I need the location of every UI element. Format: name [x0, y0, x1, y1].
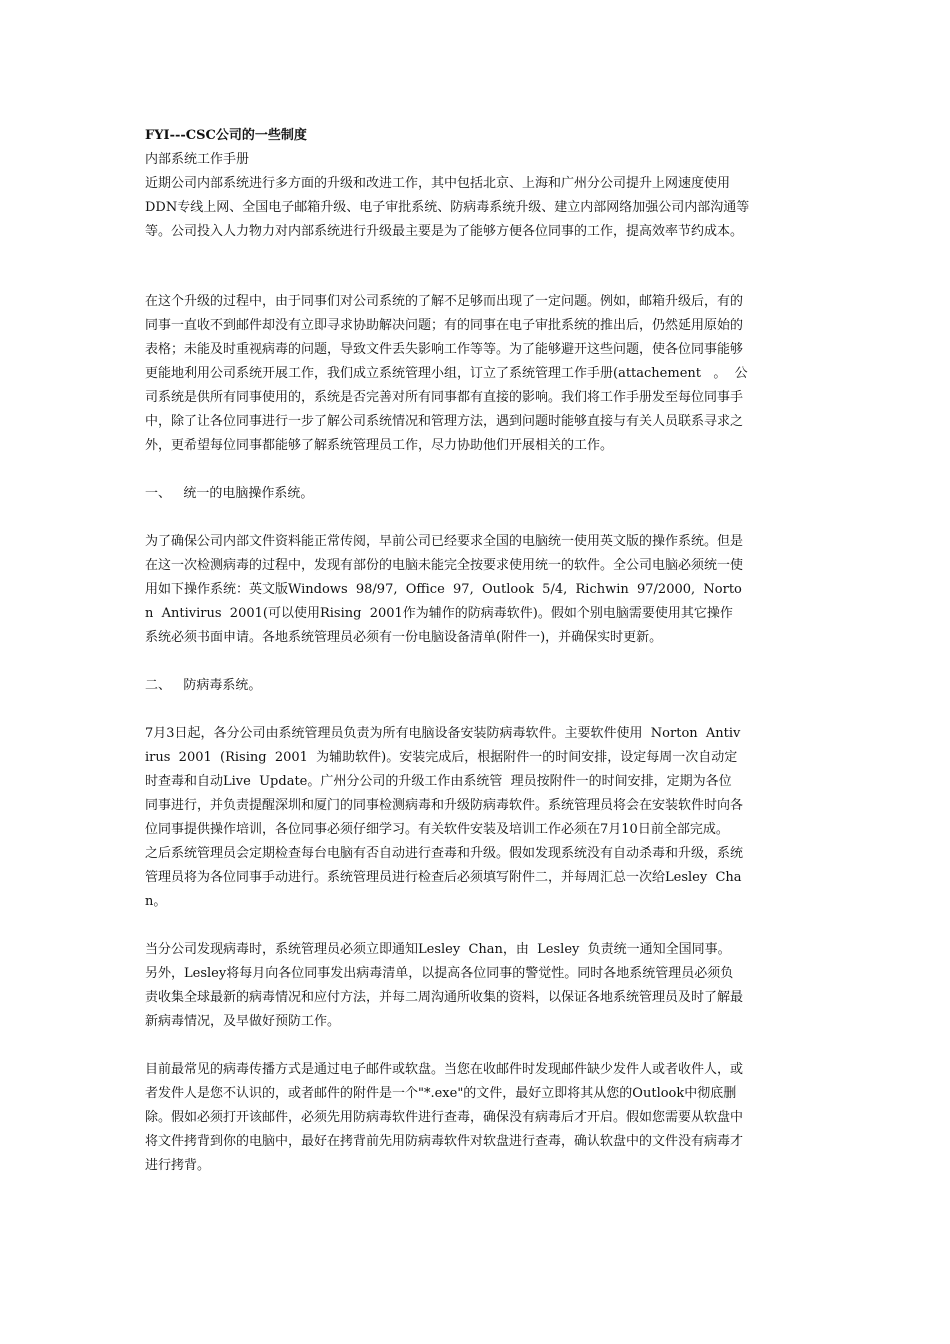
text-line: 者发件人是您不认识的，或者邮件的附件是一个"*.exe"的文件，最好立即将其从您的Outlook中彻底删 — [145, 1086, 737, 1101]
text-line: n。 — [145, 894, 167, 909]
text-line: 为了确保公司内部文件资料能正常传阅，早前公司已经要求全国的电脑统一使用英文版的操作系统。但是 — [145, 534, 744, 549]
text-line: 同事进行，并负责提醒深圳和厦门的同事检测病毒和升级防病毒软件。系统管理员将会在安装软件时向各 — [145, 798, 744, 813]
document-subtitle: 内部系统工作手册 — [145, 152, 250, 167]
text-line: 当分公司发现病毒时，系统管理员必须立即通知Lesley Chan，由 Lesley 负责统一通知全国同事。 — [145, 942, 731, 957]
text-line: 除。假如必须打开该邮件，必须先用防病毒软件进行查毒，确保没有病毒后才开启。假如您需要从软盘中 — [145, 1110, 744, 1125]
text-line: 管理员将为各位同事手动进行。系统管理员进行检查后必须填写附件二，并每周汇总一次给Lesley Cha — [145, 870, 742, 885]
text-line: 进行拷背。 — [145, 1158, 211, 1173]
text-line: 外，更希望每位同事都能够了解系统管理员工作，尽力协助他们开展相关的工作。 — [145, 438, 614, 453]
text-line: 7月3日起，各分公司由系统管理员负责为所有电脑设备安装防病毒软件。主要软件使用 Norton Antiv — [145, 726, 741, 741]
text-line: 另外，Lesley将每月向各位同事发出病毒清单，以提高各位同事的警觉性。同时各地系统管理员必须负 — [145, 966, 734, 981]
text-line: 用如下操作系统：英文版Windows 98/97, Office 97, Outlook 5/4, Richwin 97/2000, Norto — [145, 582, 742, 597]
text-line: 时查毒和自动Live Update。广州分公司的升级工作由系统管 理员按附件一的时间安排，定期为各位 — [145, 774, 732, 789]
text-line: irus 2001 (Rising 2001 为辅助软件)。安装完成后，根据附件一的时间安排，设定每周一次自动定 — [145, 750, 738, 765]
section2-paragraph-1 — [145, 722, 807, 914]
text-line: 更能地利用公司系统开展工作，我们成立系统管理小组，订立了系统管理工作手册(attachement 。 公 — [145, 366, 748, 381]
text-line: n Antivirus 2001(可以使用Rising 2001作为辅作的防病毒软件)。假如个别电脑需要使用其它操作 — [145, 606, 733, 621]
text-line: 同事一直收不到邮件却没有立即寻求协助解决问题；有的同事在电子审批系统的推出后，仍然延用原始的 — [145, 318, 744, 333]
section2-heading: 二、 防病毒系统。 — [145, 678, 262, 693]
text-line: 责收集全球最新的病毒情况和应付方法，并每二周沟通所收集的资料，以保证各地系统管理员及时了解最 — [145, 990, 744, 1005]
text-line: 表格；未能及时重视病毒的问题，导致文件丢失影响工作等等。为了能够避开这些问题，使各位同事能够 — [145, 342, 744, 357]
text-line: 司系统是供所有同事使用的，系统是否完善对所有同事都有直接的影响。我们将工作手册发至每位同事手 — [145, 390, 744, 405]
text-line: 新病毒情况，及早做好预防工作。 — [145, 1014, 341, 1029]
text-line: 将文件拷背到你的电脑中，最好在拷背前先用防病毒软件对软盘进行查毒，确认软盘中的文件没有病毒才 — [145, 1134, 744, 1149]
background-paragraph — [145, 290, 807, 458]
text-line: 等。公司投入人力物力对内部系统进行升级最主要是为了能够方便各位同事的工作，提高效率节约成本。 — [145, 224, 744, 239]
text-line: 位同事提供操作培训，各位同事必须仔细学习。有关软件安装及培训工作必须在7月10日前全部完成。 — [145, 822, 729, 837]
section2-paragraph-3 — [145, 1058, 807, 1178]
text-line: DDN专线上网、全国电子邮箱升级、电子审批系统、防病毒系统升级、建立内部网络加强公司内部沟通等 — [145, 200, 750, 215]
document-title: FYI---CSC公司的一些制度 — [145, 128, 307, 143]
text-line: 在这一次检测病毒的过程中，发现有部份的电脑未能完全按要求使用统一的软件。全公司电脑必须统一使 — [145, 558, 744, 573]
text-line: 目前最常见的病毒传播方式是通过电子邮件或软盘。当您在收邮件时发现邮件缺少发件人或者收件人，或 — [145, 1062, 744, 1077]
text-line: 之后系统管理员会定期检查每台电脑有否自动进行查毒和升级。假如发现系统没有自动杀毒和升级，系统 — [145, 846, 744, 861]
text-line: 中，除了让各位同事进行一步了解公司系统情况和管理方法，遇到问题时能够直接与有关人员联系寻求之 — [145, 414, 744, 429]
intro-paragraph — [145, 172, 807, 244]
section1-heading: 一、 统一的电脑操作系统。 — [145, 486, 314, 501]
section2-paragraph-2 — [145, 938, 807, 1034]
text-line: 近期公司内部系统进行多方面的升级和改进工作，其中包括北京、上海和广州分公司提升上网速度使用 — [145, 176, 731, 191]
text-line: 在这个升级的过程中，由于同事们对公司系统的了解不足够而出现了一定问题。例如，邮箱升级后，有的 — [145, 294, 744, 309]
text-line: 系统必须书面申请。各地系统管理员必须有一份电脑设备清单(附件一)，并确保实时更新。 — [145, 630, 663, 645]
section1-paragraph — [145, 530, 807, 650]
document-page — [145, 124, 807, 1178]
